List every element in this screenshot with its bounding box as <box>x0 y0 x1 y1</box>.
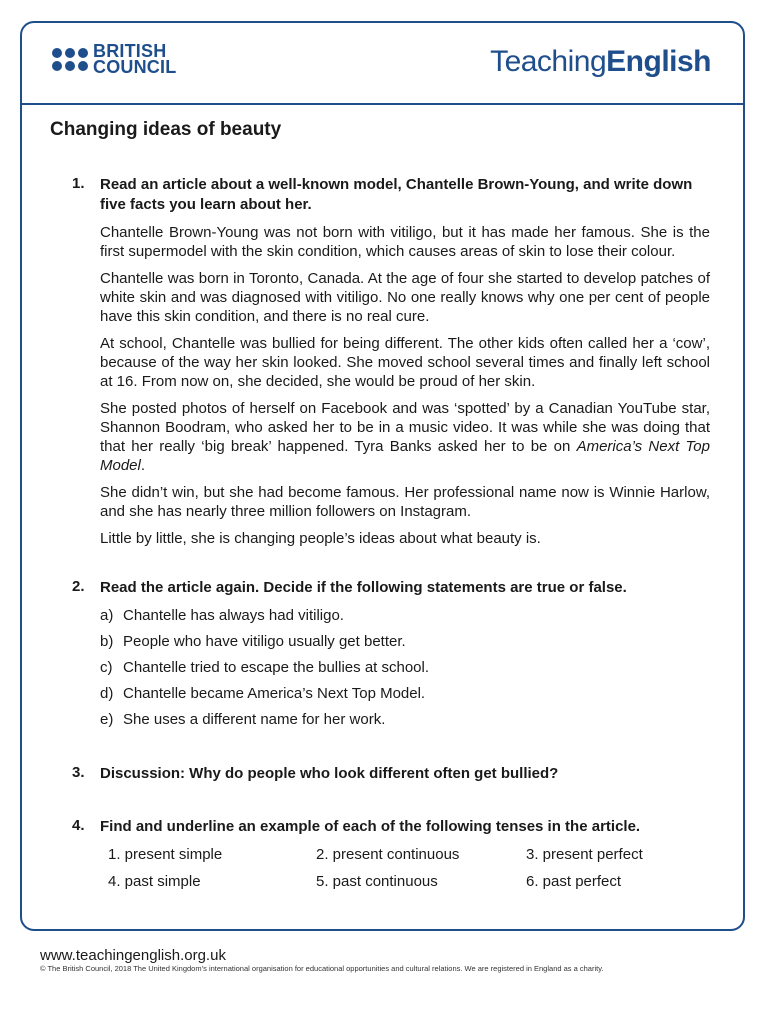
page-title: Changing ideas of beauty <box>50 119 282 140</box>
bc-logo-line1: BRITISH <box>93 41 167 61</box>
page-frame <box>20 21 745 931</box>
tense-item: 4. past simple <box>108 873 201 890</box>
article-paragraph <box>100 399 710 475</box>
paragraph-text: She posted photos of herself on Facebook and was ‘spotted’ by a Canadian YouTube star, Shannon Boodram, who asked her to be in a music video. It was while she was doing that that her really ‘big break’ happened. Tyra Banks asked her to be on <box>100 400 710 455</box>
bc-logo-line2: COUNCIL <box>93 57 177 77</box>
paragraph-end: . <box>140 457 146 474</box>
article-paragraph: Little by little, she is changing people’s ideas about what beauty is. <box>100 530 541 547</box>
question-number: 3. <box>72 764 85 781</box>
british-council-logo <box>52 43 176 75</box>
question-text: Find and underline an example of each of the following tenses in the article. <box>100 818 641 835</box>
footer-url[interactable]: www.teachingenglish.org.uk <box>40 947 226 964</box>
statement-item: b) People who have vitiligo usually get better. <box>100 633 406 650</box>
british-council-dots-icon <box>52 48 88 71</box>
tense-item: 3. present perfect <box>526 846 643 863</box>
question-3 <box>50 764 710 784</box>
tense-grid <box>100 841 710 895</box>
statement-list <box>100 603 710 733</box>
tense-item: 2. present continuous <box>316 846 460 863</box>
statement-item: e) She uses a different name for her work. <box>100 711 386 728</box>
tense-item: 6. past perfect <box>526 873 622 890</box>
te-logo-part1: Teaching <box>490 45 607 78</box>
question-number: 2. <box>72 578 85 595</box>
statement-item: c) Chantelle tried to escape the bullies at school. <box>100 659 430 676</box>
question-text: Read an article about a well-known model, Chantelle Brown-Young, and write down five facts you learn about her. <box>100 176 693 213</box>
worksheet-content <box>50 119 710 895</box>
statement-item: a) Chantelle has always had vitiligo. <box>100 607 344 624</box>
article <box>100 223 710 548</box>
article-paragraph: Chantelle Brown-Young was not born with vitiligo, but it has made her famous. She is the first supermodel with the skin condition, which causes areas of skin to lose their colour. <box>100 224 710 260</box>
question-2 <box>50 578 710 733</box>
question-number: 4. <box>72 817 85 834</box>
question-text: Read the article again. Decide if the following statements are true or false. <box>100 579 627 596</box>
article-paragraph: Chantelle was born in Toronto, Canada. At the age of four she started to develop patches of white skin and was diagnosed with vitiligo. No one really knows why one per cent of people have this skin condition, and there is no real cure. <box>100 270 710 325</box>
header <box>22 23 743 105</box>
footer-copyright: © The British Council, 2018 The United Kingdom’s international organisation for educational opportunities and cultural relations. We are registered in England as a charity. <box>40 964 604 973</box>
tense-item: 5. past continuous <box>316 873 438 890</box>
question-4 <box>50 817 710 895</box>
question-number: 1. <box>72 175 85 192</box>
te-logo-part2: English <box>606 45 711 78</box>
article-paragraph: She didn’t win, but she had become famous. Her professional name now is Winnie Harlow, and she has nearly three million followers on Instagram. <box>100 484 710 520</box>
question-1 <box>50 175 710 548</box>
article-paragraph: At school, Chantelle was bullied for being different. The other kids often called her a ‘cow’, because of the way her skin looked. She moved school several times and finally left school at 16. From now on, she decided, she would be proud of her skin. <box>100 335 710 390</box>
statement-item: d) Chantelle became America’s Next Top Model. <box>100 685 426 702</box>
question-text: Discussion: Why do people who look different often get bullied? <box>100 765 559 782</box>
tense-item: 1. present simple <box>108 846 223 863</box>
teaching-english-logo <box>490 45 711 79</box>
show-title: America’s Next Top Model <box>100 438 710 474</box>
